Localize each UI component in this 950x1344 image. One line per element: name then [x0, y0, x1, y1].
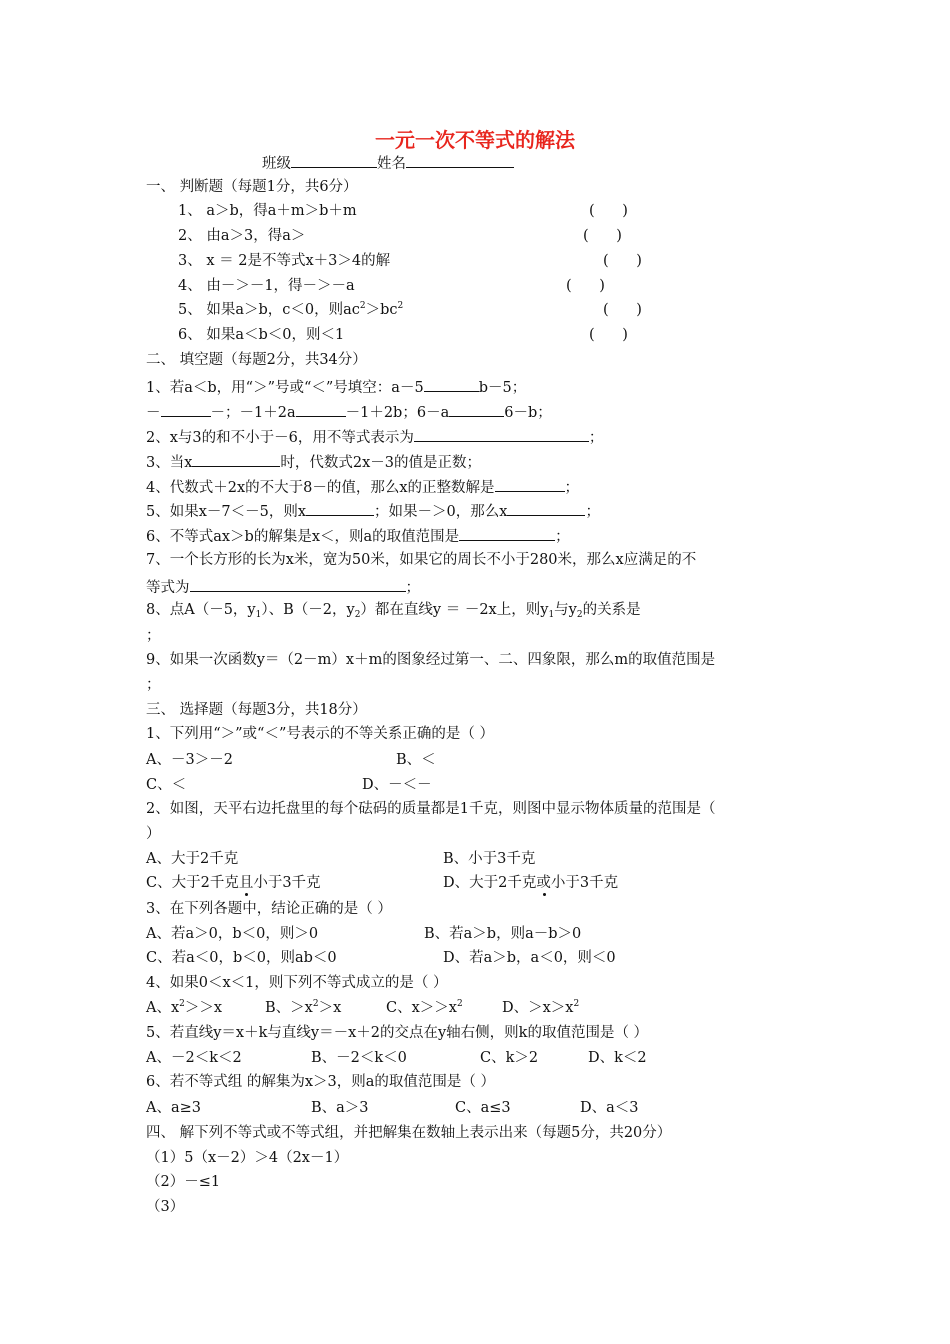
- fill-q7-text: ；: [405, 580, 420, 596]
- fill-q6-text: ；: [555, 529, 570, 545]
- choice-q2-option-d[interactable]: [443, 873, 618, 893]
- fill-q1-text: －: [146, 405, 161, 421]
- fill-q9-line1: 9、如果一次函数y＝（2－m）x＋m的图象经过第一、二、四象限，那么m的取值范围是: [146, 652, 716, 668]
- fill-q8-text: 与y: [554, 602, 577, 618]
- fill-q5: [146, 500, 600, 522]
- section2-heading: 二、 填空题（每题2分，共34分）: [146, 352, 367, 368]
- superscript: 2: [359, 301, 366, 311]
- fill-blank[interactable]: [507, 500, 585, 516]
- name-label: 姓名: [377, 156, 406, 172]
- choice-q6: 6、若不等式组 的解集为x＞3，则a的取值范围是（ ）: [146, 1074, 495, 1090]
- choice-q5-option-d[interactable]: D、k＜2: [588, 1050, 647, 1066]
- superscript: 2: [179, 999, 185, 1009]
- choice-q4-option-c[interactable]: [386, 998, 463, 1018]
- problem-1: （1）5（x－2）＞4（2x－1）: [146, 1150, 349, 1166]
- judge-answer-2[interactable]: ( ): [583, 228, 622, 244]
- choice-q1-option-b[interactable]: B、＜: [396, 752, 436, 768]
- header-line: [262, 152, 514, 174]
- fill-q8-line2: ；: [146, 628, 161, 644]
- option-text: C、x＞＞x: [386, 1000, 457, 1016]
- fill-q2-text: ；: [588, 430, 604, 446]
- choice-q4-option-a[interactable]: [146, 998, 222, 1018]
- judge-item-1: 1、 a＞b，得a＋m＞b＋m: [178, 203, 357, 219]
- fill-q7-line1: 7、一个长方形的长为x米，宽为50米，如果它的周长不小于280米，那么x应满足的不: [146, 552, 697, 568]
- section3-heading: 三、 选择题（每题3分，共18分）: [146, 702, 367, 718]
- choice-q3-option-b[interactable]: B、若a＞b，则a－b＞0: [424, 926, 582, 942]
- fill-q3: [146, 451, 481, 473]
- choice-q4-option-b[interactable]: [265, 998, 341, 1018]
- fill-q1-text: b－5；: [478, 380, 527, 396]
- judge-answer-4[interactable]: ( ): [566, 278, 605, 294]
- superscript: 2: [573, 999, 580, 1009]
- fill-q3-text: 时，代数式2x－3的值是正数；: [280, 455, 482, 471]
- choice-q5: 5、若直线y＝x＋k与直线y＝－x＋2的交点在y轴右侧，则k的取值范围是（ ）: [146, 1025, 649, 1041]
- class-blank[interactable]: [291, 152, 377, 168]
- fill-q6: [146, 525, 570, 547]
- choice-q4-option-d[interactable]: [502, 998, 579, 1018]
- emphasis-char: 且: [238, 875, 254, 891]
- option-text: D、＞x＞x: [502, 1000, 574, 1016]
- fill-q4-text: ；: [564, 480, 580, 496]
- option-text: ＞＞x: [184, 1000, 223, 1016]
- fill-q1-text: －；－1＋2a: [210, 405, 296, 421]
- fill-q8-line1: [146, 600, 806, 620]
- fill-blank[interactable]: [192, 451, 280, 467]
- superscript: 2: [397, 301, 404, 311]
- problem-3: （3）: [146, 1199, 185, 1215]
- fill-q5-text: ；: [585, 504, 600, 520]
- choice-q5-option-c[interactable]: C、k＞2: [480, 1050, 539, 1066]
- fill-blank[interactable]: [449, 401, 504, 417]
- choice-q4: 4、如果0＜x＜1，则下列不等式成立的是（ ）: [146, 975, 448, 991]
- fill-q5-text: ；如果－＞0，那么x: [374, 504, 508, 520]
- choice-q1: 1、下列用“＞”或“＜”号表示的不等关系正确的是（ ）: [146, 726, 494, 742]
- fill-q8-text: 的关系是: [582, 602, 641, 618]
- judge-item-4: 4、 由－＞－1，得－＞－a: [178, 278, 355, 294]
- name-blank[interactable]: [406, 152, 514, 168]
- fill-q1-text: 1、若a＜b，用“＞”号或“＜”号填空：a－5: [146, 380, 424, 396]
- fill-q2-text: 2、x与3的和不小于－6，用不等式表示为: [146, 430, 414, 446]
- section1-heading: 一、 判断题（每题1分，共6分）: [146, 179, 358, 195]
- judge-answer-3[interactable]: ( ): [603, 253, 642, 269]
- fill-q9-line2: ；: [146, 677, 161, 693]
- fill-q7-text: 等式为: [146, 580, 190, 596]
- subscript: 2: [354, 610, 361, 620]
- fill-blank[interactable]: [306, 500, 374, 516]
- option-text: D、大于2千克: [443, 875, 537, 891]
- judge-item-2: 2、 由a＞3，得a＞: [178, 228, 306, 244]
- judge-item-5: [178, 300, 403, 320]
- section4-heading: 四、 解下列不等式或不等式组，并把解集在数轴上表示出来（每题5分，共20分）: [146, 1125, 672, 1141]
- fill-q2: [146, 426, 603, 448]
- fill-q1-line2: [146, 401, 552, 423]
- choice-q1-option-c[interactable]: C、＜: [146, 777, 187, 793]
- choice-q5-option-a[interactable]: A、－2＜k＜2: [146, 1050, 242, 1066]
- emphasis-char: 或: [536, 875, 551, 891]
- judge-answer-6[interactable]: ( ): [589, 327, 628, 343]
- choice-q6-option-c[interactable]: C、a≤3: [455, 1100, 511, 1116]
- subscript: 1: [548, 610, 555, 620]
- subscript: 2: [576, 610, 583, 620]
- option-text: C、大于2千克: [146, 875, 239, 891]
- superscript: 2: [312, 999, 319, 1009]
- choice-q3-option-c[interactable]: C、若a＜0，b＜0，则ab＜0: [146, 950, 337, 966]
- choice-q5-option-b[interactable]: B、－2＜k＜0: [311, 1050, 407, 1066]
- fill-q8-text: ）都在直线y ＝ －2x上，则y: [360, 602, 549, 618]
- choice-q2-line1: 2、如图，天平右边托盘里的每个砝码的质量都是1千克，则图中显示物体质量的范围是（: [146, 801, 716, 817]
- choice-q6-option-b[interactable]: B、a＞3: [311, 1100, 369, 1116]
- judge-answer-1[interactable]: ( ): [589, 203, 628, 219]
- fill-q1-text: －1＋2b；6－a: [345, 405, 450, 421]
- fill-q1-line1: [146, 376, 526, 398]
- fill-blank[interactable]: [459, 525, 555, 541]
- choice-q2-option-c[interactable]: [146, 873, 321, 893]
- fill-blank[interactable]: [424, 376, 479, 392]
- fill-blank[interactable]: [161, 401, 211, 417]
- fill-q4-text: 4、代数式＋2x的不大于8－的值，那么x的正整数解是: [146, 480, 495, 496]
- option-text: 小于3千克: [253, 875, 321, 891]
- choice-q3-option-a[interactable]: A、若a＞0，b＜0，则＞0: [146, 926, 319, 942]
- choice-q1-option-a[interactable]: A、－3＞－2: [146, 752, 233, 768]
- subscript: 1: [255, 610, 262, 620]
- fill-q4: [146, 476, 579, 498]
- choice-q1-option-d[interactable]: D、－＜－: [362, 777, 432, 793]
- fill-q5-text: 5、如果x－7＜－5，则x: [146, 504, 307, 520]
- fill-blank[interactable]: [495, 476, 565, 492]
- fill-q3-text: 3、当x: [146, 455, 193, 471]
- option-text: 小于3千克: [550, 875, 619, 891]
- choice-q3: 3、在下列各题中，结论正确的是（ ）: [146, 901, 392, 917]
- superscript: 2: [456, 999, 463, 1009]
- choice-q2-line2: ）: [146, 826, 161, 842]
- document-title: 一元一次不等式的解法: [375, 128, 575, 152]
- fill-q8-text: 8、点A（－5，y: [146, 602, 256, 618]
- fill-blank[interactable]: [414, 426, 589, 442]
- fill-blank[interactable]: [190, 576, 406, 592]
- option-text: A、x: [146, 1000, 180, 1016]
- choice-q6-option-d[interactable]: D、a＜3: [580, 1100, 639, 1116]
- judge-item-3: 3、 x ＝ 2是不等式x＋3＞4的解: [178, 253, 391, 269]
- choice-q2-option-b[interactable]: B、小于3千克: [443, 851, 536, 867]
- fill-q7-line2: [146, 576, 420, 598]
- choice-q2-option-a[interactable]: A、大于2千克: [146, 851, 239, 867]
- judge-item-5-text: 5、 如果a＞b，c＜0，则ac: [178, 302, 360, 318]
- choice-q3-option-d[interactable]: D、若a＞b，a＜0，则＜0: [443, 950, 616, 966]
- judge-answer-5[interactable]: ( ): [603, 302, 642, 318]
- choice-q6-option-a[interactable]: A、a≥3: [146, 1100, 201, 1116]
- fill-q8-text: ）、B（－2，y: [261, 602, 355, 618]
- option-text: ＞x: [318, 1000, 342, 1016]
- fill-q6-text: 6、不等式ax＞b的解集是x＜，则a的取值范围是: [146, 529, 460, 545]
- judge-item-5-mid: ＞bc: [365, 302, 398, 318]
- class-label: 班级: [262, 156, 291, 172]
- judge-item-6: 6、 如果a＜b＜0，则＜1: [178, 327, 345, 343]
- fill-blank[interactable]: [296, 401, 346, 417]
- option-text: B、＞x: [265, 1000, 313, 1016]
- fill-q1-text: 6－b；: [504, 405, 552, 421]
- problem-2: （2）－≤1: [146, 1174, 221, 1190]
